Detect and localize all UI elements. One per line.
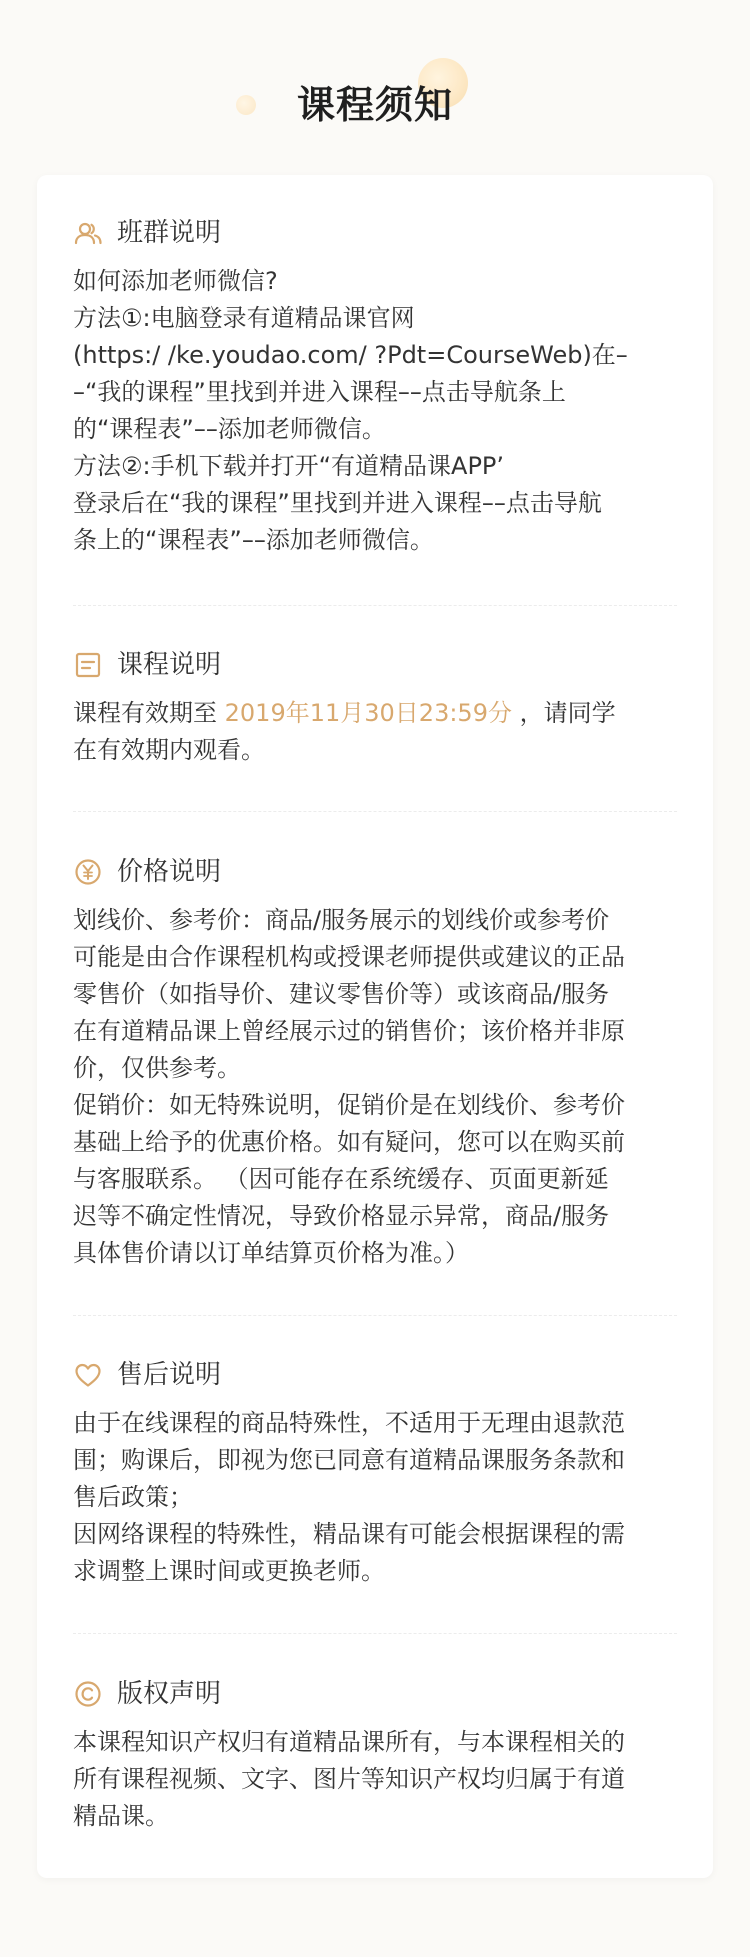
heart-icon: [73, 1360, 103, 1390]
text-line: 条上的“课程表”––添加老师微信。: [73, 526, 434, 554]
section-body: [73, 902, 677, 1272]
text-line: 具体售价请以订单结算页价格为准。）: [73, 1239, 469, 1267]
page-header: [0, 0, 750, 175]
text-line: 基础上给予的优惠价格。如有疑问，您可以在购买前: [73, 1128, 625, 1156]
section-header: [73, 1355, 677, 1395]
text-line: 的“课程表”––添加老师微信。: [73, 415, 386, 443]
section-title: 价格说明: [117, 857, 222, 887]
section-divider: [73, 605, 677, 606]
people-icon: [73, 218, 103, 248]
text-line: 方法②:手机下载并打开“有道精品课APP’: [73, 452, 505, 480]
text-line: 精品课。: [73, 1802, 169, 1830]
section-divider: [73, 1315, 677, 1316]
section-title: 版权声明: [117, 1679, 222, 1709]
validity-line: [73, 695, 677, 732]
section-body: [73, 1724, 677, 1835]
text-line: 可能是由合作课程机构或授课老师提供或建议的正品: [73, 943, 625, 971]
text-line: (https:/ /ke.youdao.com/ ?Pdt=CourseWeb)在–: [73, 341, 628, 369]
text-line: 因网络课程的特殊性，精品课有可能会根据课程的需: [73, 1520, 625, 1548]
text-line: 由于在线课程的商品特殊性，不适用于无理由退款范: [73, 1409, 625, 1437]
text-line: –“我的课程”里找到并进入课程––点击导航条上: [73, 378, 566, 406]
section-header: [73, 645, 677, 685]
section-title: 班群说明: [117, 218, 222, 248]
section-course: [73, 645, 677, 769]
yen-icon: [73, 857, 103, 887]
section-group: [73, 213, 677, 559]
section-header: [73, 213, 677, 253]
section-divider: [73, 811, 677, 812]
notice-card: [37, 175, 713, 1878]
section-body: [73, 695, 677, 769]
section-body: [73, 263, 677, 559]
section-copyright: [73, 1674, 677, 1835]
text-line: 在有道精品课上曾经展示过的销售价；该价格并非原: [73, 1017, 625, 1045]
text-line: 本课程知识产权归有道精品课所有，与本课程相关的: [73, 1728, 625, 1756]
text-line: 价，仅供参考。: [73, 1054, 241, 1082]
text-line: 售后政策；: [73, 1483, 193, 1511]
text-line: 与客服联系。 （因可能存在系统缓存、页面更新延: [73, 1165, 609, 1193]
text-line: 围；购课后，即视为您已同意有道精品课服务条款和: [73, 1446, 625, 1474]
text-line: 促销价：如无特殊说明，促销价是在划线价、参考价: [73, 1091, 625, 1119]
text-line: 在有效期内观看。: [73, 736, 265, 764]
section-title: 课程说明: [117, 650, 222, 680]
section-aftersale: [73, 1355, 677, 1590]
text-line: 所有课程视频、文字、图片等知识产权均归属于有道: [73, 1765, 625, 1793]
validity-date: 2019年11月30日23:59分: [224, 699, 512, 727]
section-header: [73, 852, 677, 892]
page-title: 课程须知: [296, 82, 453, 127]
text-line: 方法①:电脑登录有道精品课官网: [73, 304, 415, 332]
section-price: [73, 852, 677, 1272]
copyright-icon: [73, 1679, 103, 1709]
text-line: 零售价（如指导价、建议零售价等）或该商品/服务: [73, 980, 610, 1008]
text-line: 迟等不确定性情况，导致价格显示异常，商品/服务: [73, 1202, 610, 1230]
validity-prefix: 课程有效期至: [73, 699, 225, 727]
validity-suffix: ，请同学: [511, 699, 616, 727]
section-divider: [73, 1633, 677, 1634]
section-title: 售后说明: [117, 1360, 222, 1390]
document-icon: [73, 650, 103, 680]
text-line: 如何添加老师微信?: [73, 267, 278, 295]
text-line: 划线价、参考价：商品/服务展示的划线价或参考价: [73, 906, 610, 934]
section-body: [73, 1405, 677, 1590]
section-header: [73, 1674, 677, 1714]
text-line: 登录后在“我的课程”里找到并进入课程––点击导航: [73, 489, 602, 517]
text-line: 求调整上课时间或更换老师。: [73, 1557, 385, 1585]
